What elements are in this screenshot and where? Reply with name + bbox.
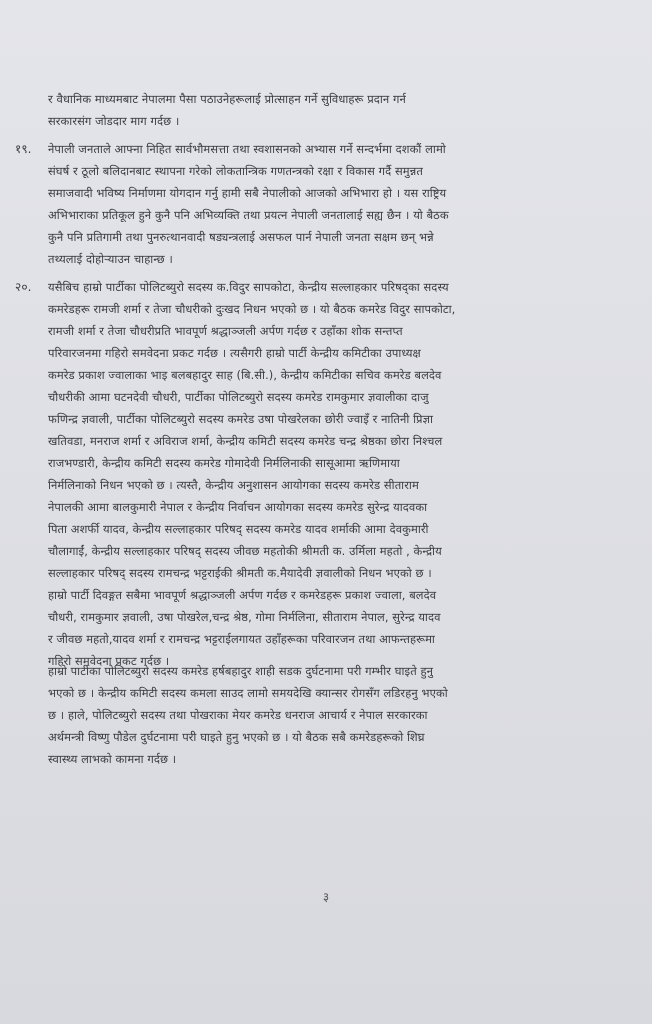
text-line: परिवारजनमा गहिरो समवेदना प्रकट गर्दछ । त्यसैगरी हाम्रो पार्टी केन्द्रीय कमिटीका उपाध्यक्ष bbox=[48, 346, 421, 360]
text-line: संघर्ष र ठूलो बलिदानबाट स्थापना गरेको लोकतान्त्रिक गणतन्त्रको रक्षा र विकास गर्दै समुन्नत bbox=[48, 164, 423, 178]
text-line: नेपाली जनताले आफ्ना निहित सार्वभौमसत्ता तथा स्वशासनको अभ्यास गर्ने सन्दर्भमा दशकौं लामो bbox=[48, 142, 446, 156]
section-number: १९. bbox=[15, 142, 32, 156]
text-line: भएको छ । केन्द्रीय कमिटी सदस्य कमला साउद लामो समयदेखि क्यान्सर रोगसँग लडिरहनु भएको bbox=[48, 686, 448, 700]
text-line: र जीवछ महतो,यादव शर्मा र रामचन्द्र भट्टराईलगायत उहाँहरूका परिवारजन तथा आफन्तहरूमा bbox=[48, 632, 435, 646]
text-line: निर्मलिनाको निधन भएको छ । त्यस्तै, केन्द्रीय अनुशासन आयोगका सदस्य कमरेड सीताराम bbox=[48, 478, 419, 492]
text-line: खतिवडा, मनराज शर्मा र अविराज शर्मा, केन्द्रीय कमिटी सदस्य कमरेड चन्द्र श्रेष्ठका छोरा निश्चल bbox=[48, 434, 443, 448]
text-line: हाम्रो पार्टी दिवङ्गत सबैमा भावपूर्ण श्रद्धाञ्जली अर्पण गर्दछ र कमरेडहरू प्रकाश ज्वाला, बलदेव bbox=[48, 588, 437, 602]
text-line: हाम्रो पार्टीका पोलिटब्युरो सदस्य कमरेड हर्षबहादुर शाही सडक दुर्घटनामा परी गम्भीर घाइते हुनु bbox=[48, 664, 434, 678]
text-line: सल्लाहकार परिषद् सदस्य रामचन्द्र भट्टराईकी श्रीमती क.मैयादेवी ज्ञवालीको निधन भएको छ । bbox=[48, 566, 432, 580]
text-line: रामजी शर्मा र तेजा चौधरीप्रति भावपूर्ण श्रद्धाञ्जली अर्पण गर्दछ र उहाँका शोक सन्तप्त bbox=[48, 324, 403, 338]
page-number: ३ bbox=[322, 890, 330, 904]
text-line: र वैधानिक माध्यमबाट नेपालमा पैसा पठाउनेहरूलाई प्रोत्साहन गर्ने सुविधाहरू प्रदान गर्न bbox=[48, 92, 406, 106]
text-line: चौलागाईं, केन्द्रीय सल्लाहकार परिषद् सदस्य जीवछ महतोकी श्रीमती क. उर्मिला महतो , केन्द्रीय bbox=[48, 544, 442, 558]
text-line: कुनै पनि प्रतिगामी तथा पुनरुत्थानवादी षड्यन्त्रलाई असफल पार्न नेपाली जनता सक्षम छन् भन्ने bbox=[48, 230, 434, 244]
text-line: अर्थमन्त्री विष्णु पौडेल दुर्घटनामा परी घाइते हुनु भएको छ । यो बैठक सबै कमरेडहरूको शिघ्र bbox=[48, 730, 425, 744]
section-19 bbox=[15, 138, 596, 270]
text-line: गहिरो समवेदना प्रकट गर्दछ । bbox=[48, 654, 170, 668]
text-line: कमरेड प्रकाश ज्वालाका भाइ बलबहादुर साह (बि.सी.), केन्द्रीय कमिटीका सचिव कमरेड बलदेव bbox=[48, 368, 442, 382]
text-line: अभिभाराका प्रतिकूल हुने कुनै पनि अभिव्यक्ति तथा प्रयत्न नेपाली जनतालाई सह्य छैन । यो बैठक bbox=[48, 208, 449, 222]
text-line: स्वास्थ्य लाभको कामना गर्दछ । bbox=[48, 752, 177, 766]
closing-paragraph bbox=[48, 660, 596, 770]
text-line: सरकारसंग जोडदार माग गर्दछ । bbox=[48, 114, 180, 128]
text-line: चौधरी, रामकुमार ज्ञवाली, उषा पोखरेल,चन्द्र श्रेष्ठ, गोमा निर्मलिना, सीताराम नेपाल, सुरेन्द्र यादव bbox=[48, 610, 441, 624]
text-line: कमरेडहरू रामजी शर्मा र तेजा चौधरीको दुःखद निधन भएको छ । यो बैठक कमरेड विदुर सापकोटा, bbox=[48, 302, 456, 316]
text-line: नेपालकी आमा बालकुमारी नेपाल र केन्द्रीय निर्वाचन आयोगका सदस्य कमरेड सुरेन्द्र यादवका bbox=[48, 500, 428, 514]
intro-paragraph bbox=[48, 88, 596, 132]
section-number: २०. bbox=[15, 280, 32, 294]
text-line: यसैबिच हाम्रो पार्टीका पोलिटब्युरो सदस्य क.विदुर सापकोटा, केन्द्रीय सल्लाहकार परिषद्का सदस्य bbox=[48, 280, 449, 294]
text-line: छ । हाले, पोलिटब्युरो सदस्य तथा पोखराका मेयर कमरेड धनराज आचार्य र नेपाल सरकारका bbox=[48, 708, 428, 722]
text-line: फणिन्द्र ज्ञवाली, पार्टीका पोलिटब्युरो सदस्य कमरेड उषा पोखरेलका छोरी ज्वाइँ र नातिनी प्रिज्ञा bbox=[48, 412, 433, 426]
text-line: पिता अशर्फी यादव, केन्द्रीय सल्लाहकार परिषद् सदस्य कमरेड यादव शर्माकी आमा देवकुमारी bbox=[48, 522, 429, 536]
text-line: राजभण्डारी, केन्द्रीय कमिटी सदस्य कमरेड गोमादेवी निर्मलिनाकी सासूआमा ऋणिमाया bbox=[48, 456, 400, 470]
section-20 bbox=[15, 276, 596, 672]
text-line: चौधरीकी आमा घटनदेवी चौधरी, पार्टीका पोलिटब्युरो सदस्य कमरेड रामकुमार ज्ञवालीका दाजु bbox=[48, 390, 429, 404]
text-line: समाजवादी भविष्य निर्माणमा योगदान गर्नु हामी सबै नेपालीको आजको अभिभारा हो । यस राष्ट्रिय bbox=[48, 186, 447, 200]
text-line: तथ्यलाई दोहोऱ्याउन चाहान्छ । bbox=[48, 252, 173, 266]
